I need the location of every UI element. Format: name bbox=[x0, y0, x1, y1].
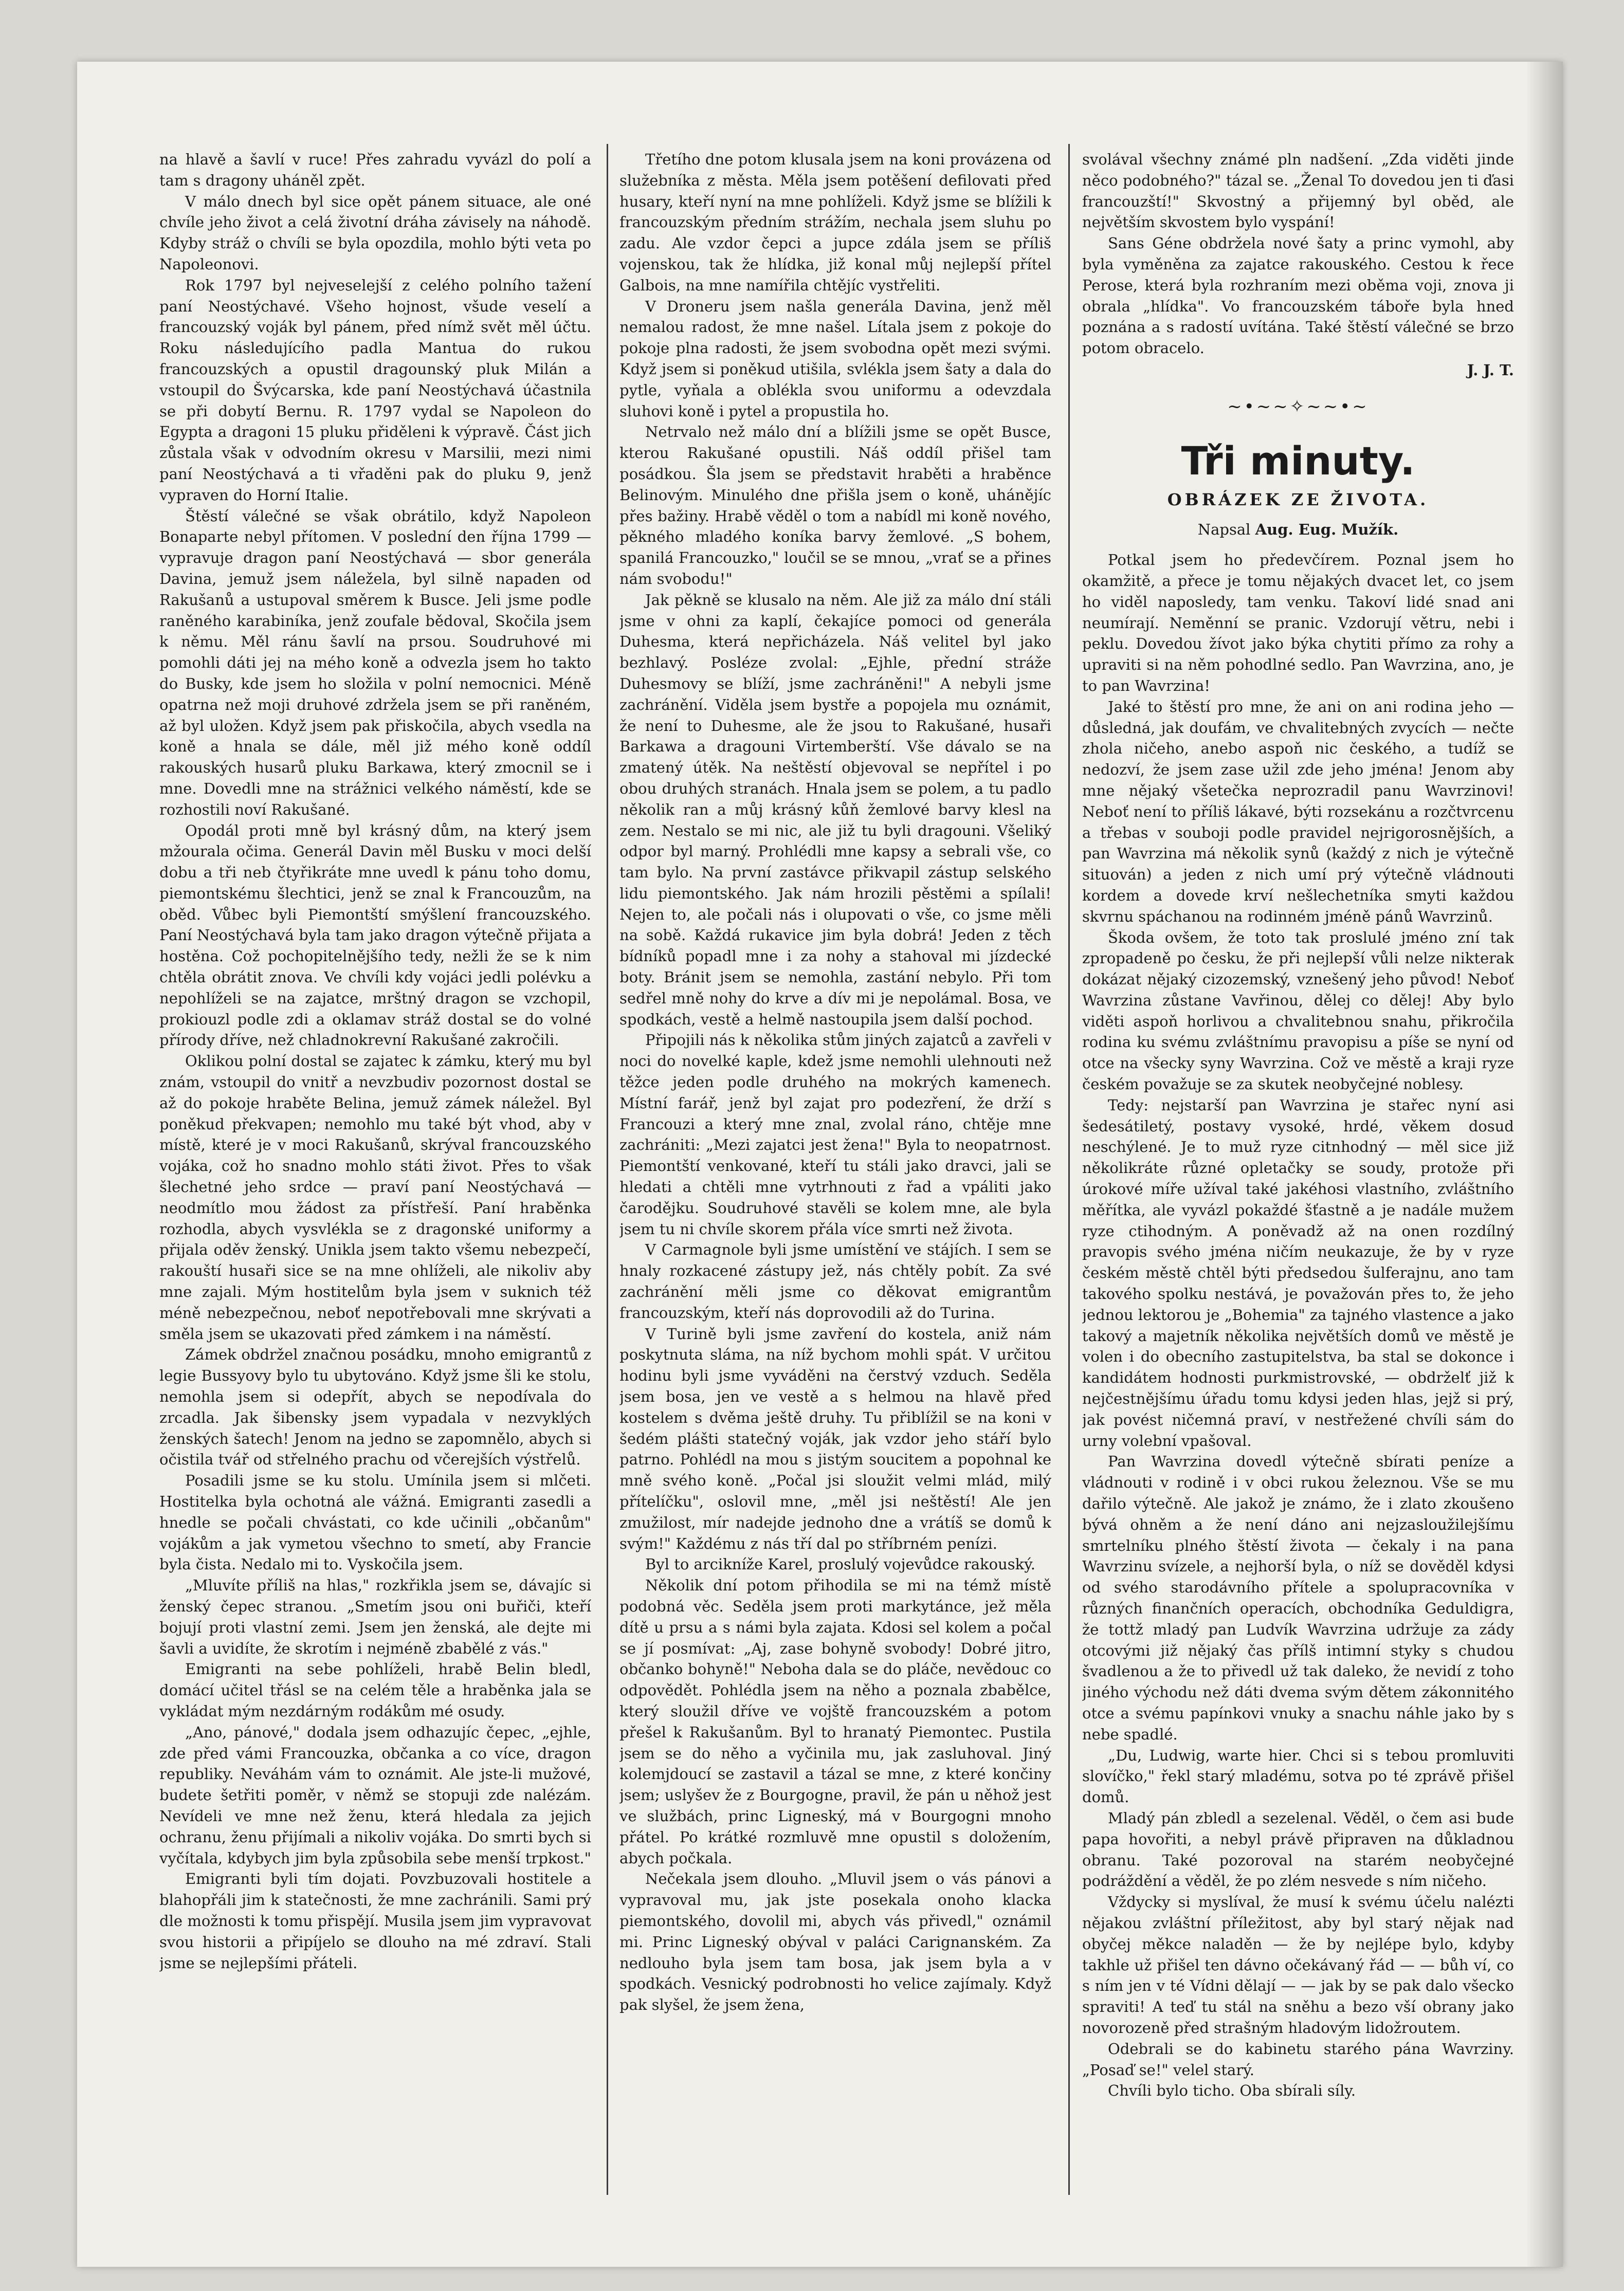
paragraph: „Du, Ludwig, warte hier. Chci si s tebou promluviti slovíčko," řekl starý mladému, sotva po té zprávě přišel domů. bbox=[1082, 1746, 1514, 1806]
paragraph: Chvíli bylo ticho. Oba sbírali síly. bbox=[1108, 2082, 1356, 2100]
column-3 bbox=[1082, 149, 1514, 2195]
paragraph: V Turině byli jsme zavření do kostela, aniž nám poskytnuta sláma, na níž bychom mohli spát. V určitou hodinu byli jsme vyváděni na čerstvý vzduch. Seděla jsem bosa, jen ve vestě a s helmou na hlavě před kostelem s dvěma ještě druhy. Tu přiblížil se na koni v šedém plášti statečný voják, jak vzdor jeho stáří bylo patrno. Pohlédl na mou s jistým soucitem a popohnal ke mně svého koně. „Počal jsi sloužit velmi mlád, milý přítelíčku", oslovil mne, „měl jsi neštěstí! Ale jen zmužilost, mír nadejde jednoho dne a vrátíš se domů k svým!" Každému z nás tří dal po stříbrném penízi. bbox=[619, 1325, 1051, 1552]
paragraph: „Ano, pánové," dodala jsem odhazujíc čepec, „ejhle, zde před vámi Francouzka, občanka a co více, dragon republiky. Neváhám vám to oznámit. Ale jste-li mužové, budete šetřiti poměr, v němž se stopuji zde nalézám. Nevídeli ve mne než ženu, která hledala za jejich ochranu, ženu přijímali a nikoliv vojáka. Do smrti bych si vyčítala, kdybych jim byla způsobila sebe menší trpkost." bbox=[159, 1723, 591, 1867]
article-byline bbox=[1082, 519, 1514, 540]
paragraph: V Droneru jsem našla generála Davina, jenž měl nemalou radost, že mne našel. Lítala jsem z pokoje do pokoje plna radosti, že jsem svobodna opět mezi svými. Když jsem si poněkud utišila, svlékla jsem šaty a dala do pytle, vyňala a oblékla svou uniformu a odevzdala sluhovi koně i pytel a propustila ho. bbox=[619, 297, 1051, 420]
paragraph: Byl to arcikníže Karel, proslulý vojevůdce rakouský. bbox=[645, 1555, 1035, 1573]
paragraph: Pan Wavrzina dovedl výtečně sbírati peníze a vládnouti v rodině i v obci rukou železnou. Vše se mu dařilo výtečně. Ale jakož je známo, že i zlato zkoušeno bývá ohněm a že není dáno ani nejzasloužilejšímu smrtelníku plného štěstí života — čekaly i na pana Wavrzinu svízele, a nejhorší byla, o níž se dověděl kdysi od svého starodávního přítele a spolupracovníka v různých finančních operacích, obchodníka Geduldigra, že tottž mladý pan Ludvík Wavrzina udržuje za zády otcovými již nějaký čas přílš intimní styky s chudou švadlenou a že to přivedl už tak daleko, že nevidí z toho jiného východu než dáti dvema svým dětem zákonnitého otce a svému papínkovi vnuky a snachu náhle jako by s nebe spadlé. bbox=[1082, 1453, 1514, 1743]
paragraph: Rok 1797 byl nejveselejší z celého polního tažení paní Neostýchavé. Všeho hojnost, všude veselí a francouzský voják byl pánem, před nímž svět měl účtu. Roku následujícího padla Mantua do rukou francouzských a opustil dragounský pluk Milán a vstoupil do Švýcarska, kde paní Neostýchavá účastnila se při dobytí Bernu. R. 1797 vydal se Napoleon do Egypta a dragoni 15 pluku přiděleni k výpravě. Část jich zůstala však v odvodním okresu v Marsilii, mezi nimi paní Neostýchavá a ti vřaděni pak do pluku 9, jenž vypraven do Horní Italie. bbox=[159, 276, 591, 504]
paragraph: Odebrali se do kabinetu starého pána Wavrziny. „Posaď se!" velel starý. bbox=[1082, 2040, 1514, 2079]
paragraph: Třetího dne potom klusala jsem na koni provázena od služebníka z města. Měla jsem potěšení defilovati před husary, kteří nyní na mne pohlíželi. Když jsme se blížili k francouzským předním strážím, nechala jsem sluhu po zadu. Ale vzdor čepci a jupce zdála jsem se příliš vojenskou, tak že hlídka, již konal můj nejlepší přítel Galbois, na mne namířila chtějíc vystřeliti. bbox=[619, 151, 1051, 294]
paragraph: V málo dnech byl sice opět pánem situace, ale oné chvíle jeho život a celá životní dráha závisely na náhodě. Kdyby stráž o chvíli se byla opozdila, mohlo býti veta po Napoleonovi. bbox=[159, 192, 591, 273]
paragraph: Opodál proti mně byl krásný dům, na který jsem mžourala očima. Generál Davin měl Busku v moci delší dobu a tři neb čtyřikráte mne uvedl k pánu toho domu, piemontskému šlechtici, jenž se znal k Francouzům, na oběd. Vůbec byli Piemontští smýšlení francouzského. Paní Neostýchavá byla tam jako dragon výtečně přijata a hostěna. Což pochopitelnějšího tedy, nežli že se k nim chtěla obrátit znova. Ve chvíli kdy vojáci jedli polévku a nepohlíželi se na zajatce, mrštný dragon se vzchopil, prokiouzl podle zdi a oklamav stráž dostal se do volné přírody dříve, než chladnokrevní Rakušané zakročili. bbox=[159, 821, 591, 1049]
paragraph: Sans Géne obdržela nové šaty a princ vymohl, aby byla vyměněna za zajatce rakouského. Cestou k řece Perose, která byla rozhraním mezi oběma voji, znova ji obrala „hlídka". Vo francouzském táboře byla hned poznána a s radostí uvítána. Také štěstí válečné se brzo potom obracelo. bbox=[1082, 234, 1514, 357]
paragraph: Nečekala jsem dlouho. „Mluvil jsem o vás pánovi a vypravoval mu, jak jste posekala onoho klacka piemontského, dovolil mi, abych vás přivedl," oznámil mi. Princ Ligneský obýval v paláci Carignanském. Za nedlouho byla jsem tam bosa, jak jsem byla a v spodkách. Vesnický podrobnosti ho velice zajímaly. Když pak slyšel, že jsem žena, bbox=[619, 1870, 1051, 2014]
paragraph: svolával všechny známé pln nadšení. „Zda viděti jinde něco podobného?" tázal se. „Ženal To dovedou jen ti ďasi francouzští!" Skvostný a přijemný byl oběd, ale největším skvostem bylo vyspání! bbox=[1082, 151, 1514, 231]
paragraph: Několik dní potom přihodila se mi na témž místě podobná věc. Seděla jsem proti markytánce, jež měla dítě u prsu a s námi byla zajata. Kdosi sel kolem a počal se jí posmívat: „Aj, zase bohyně svobody! Dobré jitro, občanko bohyně!" Neboha dala se do pláče, nevědouc co odpovědět. Pohlédla jsem na něho a poznala zbabělce, který sloužil dříve ve vojště francouzském a potom přešel k Rakušanům. Byl to hranatý Piemontec. Pustila jsem se do něho a vyčinila mu, jak zasluhoval. Jiný kolemjdoucí se zastavil a tázal se mne, z které končiny jsem; uslyšev že z Bourgogne, pravil, že pán u něhož jest ve službách, princ Ligneský, má v Bourgogni mnoho přátel. Po krátké rozmluvě mne opustil s doložením, abych počkala. bbox=[619, 1577, 1051, 1867]
paragraph: Tedy: nejstarší pan Wavrzina je stařec nyní asi šedesátiletý, postavy vysoké, hrdé, věkem dosud neschýlené. Je to muž ryze citnhodný — měl sice již několikráte různé opletačky se soudy, protože při úrokové míře užíval také jakéhosi vlastního, zvláštního měřítka, ale vyvázl pokaždé šťastně a je nadále mužem ryze ctihodným. A poněvadž až na onen rozdílný pravopis svého jména ničím neukazuje, že by v ryze českém městě chtěl býti předsedou šulferajnu, ano tam takového spolku nestává, je považován přes to, že jeho jednou lektorou je „Bohemia" za tajného vlastence a jako takový a majetník několika největších domů ve městě je volen i do obecního zastupitelstva, ba stal se dokonce i kandidátem hodnosti purkmistrovské, — obdrželť již k nejčestnějšímu úřadu tomu kdysi jeden hlas, jejž si prý, jak povést ničemná praví, v nestřežené chvíli sám do urny volební vpašoval. bbox=[1082, 1096, 1514, 1450]
paragraph: Vždycky si myslíval, že musí k svému účelu nalézti nějakou zvláštní příležitost, aby byl starý nějak nad obyčej měkce naladěn — že by nejlépe bylo, kdyby takhle už přišel ten dávno očekávaný řád — — bůh ví, co s ním jen v té Vídni dělají — — jak by se pak dalo všecko spraviti! A teď tu stál na sněhu a bezo vší obrany jako novorozeně před strašným hladovým lidožroutem. bbox=[1082, 1893, 1514, 2037]
column-1 bbox=[159, 149, 591, 2195]
paragraph: Jak pěkně se klusalo na něm. Ale již za málo dní stáli jsme v ohni za kaplí, čekajíce pomoci od generála Duhesma, která nepřicházela. Náš velitel byl jako bezhlavý. Posléze zvolal: „Ejhle, přední stráže Duhesmovy se blíží, jsme zachráněni!" A nebyli jsme zachránění. Viděla jsem bystře a popojela mu oznámit, že není to Duhesme, ale že jsou to Rakušané, husaři Barkawa a dragouni Virtemberští. Vše dávalo se na zmatený útěk. Na neštěstí objevoval se nepřítel i po obou druhých stranách. Hnala jsem se polem, a tu padlo několik ran a můj krásný kůň žemlové barvy klesl na zem. Nestalo se mi nic, ale již tu byli dragouni. Všeliký odpor byl marný. Prohlédli mne kapsy a sebrali vše, co tam bylo. Na první zastávce přikvapil zástup selského lidu piemontského. Jak nám hrozili pěstěmi a spílali! Nejen to, ale počali nás i olupovati o vše, co jsme měli na sobě. Každá rukavice jim byla dobrá! Jeden z těch bídníků popadl mne i za nohy a stahoval mi jízdecké boty. Bránit jsem se nemohla, zastání nebylo. Při tom sedřel mně nohy do krve a dív mi je nepolámal. Bosa, ve spodkách, vestě a helmě nastoupila jsem další pochod. bbox=[619, 591, 1051, 1028]
paragraph: Mladý pán zbledl a sezelenal. Věděl, o čem asi bude papa hovořiti, a nebyl právě připraven na důkladnou obranu. Také pozoroval na starém neobyčejné podráždění a věděl, že po zlém nesvede s ním ničeho. bbox=[1082, 1809, 1514, 1890]
column-divider bbox=[1068, 144, 1070, 2195]
paragraph: Netrvalo než málo dní a blížili jsme se opět Busce, kterou Rakušané opustili. Náš oddíl přišel tam posádkou. Šla jsem se představit hraběti a hraběnce Belinovým. Minulého dne přišla jsem o koně, uhánějíc přes bažiny. Hrabě věděl o tom a nabídl mi koně nového, pěkného mladého koníka barvy žemlové. „S bohem, spanilá Francouzko," loučil se se mnou, „vrať se a přines nám svobodu!" bbox=[619, 423, 1051, 588]
paragraph: Připojili nás k několika stům jiných zajatců a zavřeli v noci do novelké kaple, kdež jsme nemohli ulehnouti než těžce jeden podle druhého na mokrých kamenech. Místní farář, jenž byl zajat pro podezření, že drží s Francouzi a který mne znal, zvolal ráno, chtěje mne zachrániti: „Mezi zajatci jest žena!" Byla to neopatrnost. Piemontští venkované, kteří tu stáli jako dravci, jali se hledati a chtěli mne vytrhnouti z řad a vpáliti jako čarodějku. Soudruhové stavěli se kolem mne, ale byla jsem tu ni chvíle skorem přála více smrti než života. bbox=[619, 1031, 1051, 1238]
author-signature: J. J. T. bbox=[1467, 361, 1514, 379]
paragraph: Jaké to štěstí pro mne, že ani on ani rodina jeho — důsledná, jak doufám, ve chvalitebných zvycích — nečte zhola ničeho, anebo aspoň nic českého, a tudíž se nedozví, že jsem zase užil zde jeho jména! Jenom aby mne nějaký všetečka neprozradil panu Wavrzinovi! Neboť není to příliš lákavé, býti rozsekánu a rozčtvrcenu a třebas v souboji podle pravidel nejrigorosnějších, a pan Wavrzina má několik synů (každý z nich je výtečně situován) a jeden z nich umí prý výtečně vládnouti kordem a dovede krví nešlechetníka smyti každou skvrnu spáchanou na rodinném jméně pánů Wavrzinů. bbox=[1082, 698, 1514, 925]
paragraph: Emigranti na sebe pohlíželi, hrabě Belin bledl, domácí učitel třásl se na celém těle a hraběnka jala se vykládat mým nezdárným rodákům mé osudy. bbox=[159, 1660, 591, 1720]
paragraph: Posadili jsme se ku stolu. Umínila jsem si mlčeti. Hostitelka byla ochotná ale vážná. Emigranti zasedli a hnedle se počali chvástati, co kde učinili „občanům" vojákům a jak vymetou všechno to smetí, aby Francie byla čista. Nedalo mi to. Vyskočila jsem. bbox=[159, 1472, 591, 1573]
page-binding-edge bbox=[1527, 62, 1563, 2267]
newspaper-page bbox=[77, 62, 1563, 2267]
article-subtitle: OBRÁZEK ZE ŽIVOTA. bbox=[1167, 489, 1429, 509]
byline-prefix: Napsal bbox=[1197, 521, 1251, 539]
column-2 bbox=[619, 149, 1051, 2195]
paragraph: Potkal jsem ho předevčírem. Poznal jsem ho okamžitě, a přece je tomu nějakých dvacet let, co jsem ho viděl naposledy, tam venku. Takoví lidé snad ani neumírají. Neměnní se pranic. Vzdorují větru, nebi i peklu. Dovedou žívot jako býka chytiti přímo za rohy a upraviti si na něm pohodlné sedlo. Pan Wavrzina, ano, je to pan Wavrzina! bbox=[1082, 551, 1514, 694]
byline-author: Aug. Eug. Mužík. bbox=[1255, 521, 1399, 539]
paragraph: na hlavě a šavlí v ruce! Přes zahradu vyvázl do polí a tam s dragony uháněl zpět. bbox=[159, 151, 591, 189]
paragraph: Emigranti byli tím dojati. Povzbuzovali hostitele a blahopřáli jim k statečnosti, že mne zachránili. Sami prý dle možnosti k tomu přispějí. Musila jsem jim vypravovat svou historii a připíjelo se dlouho na mé zdraví. Stali jsme se nejlepšími přáteli. bbox=[159, 1870, 591, 1972]
paragraph: V Carmagnole byli jsme umístění ve stájích. I sem se hnaly rozkacené zástupy jež, nás chtěly pobít. Za své zachránění měli jsme co děkovat emigrantům francouzským, kteří nás doprovodili až do Turina. bbox=[619, 1241, 1051, 1322]
decorative-divider: ~•~~✧~~•~ bbox=[1227, 396, 1369, 417]
paragraph: „Mluvíte příliš na hlas," rozkřikla jsem se, dávajíc si ženský čepec stranou. „Smetím jsou oni buřiči, kteří bojují proti vlastní zemi. Jsem jen ženská, ale dejte mi šavli a uvidíte, že skrotím i nejméně zbabělé z vás." bbox=[159, 1577, 591, 1657]
column-divider bbox=[607, 144, 608, 2195]
paragraph: Zámek obdržel značnou posádku, mnoho emigrantů z legie Bussyovy bylo tu ubytováno. Když jsme šli ke stolu, nemohla jsem si odepřít, abych se nepodívala do zrcadla. Jak šibensky jsem vypadala v nezvyklých ženských šatech! Jenom na jedno se zapomnělo, abych si očistila tvář od střelného prachu od včerejších výstřelů. bbox=[159, 1346, 591, 1469]
paragraph: Škoda ovšem, že toto tak proslulé jméno zní tak zpropadeně po česku, že při nejlepší vůli nelze nikterak dokázat nějaký cizozemský, vznešený jeho původ! Neboť Wavrzina zůstane Vavřinou, dělej co dělej! Aby bylo viděti aspoň horlivou a chvalitebnou snahu, přikročila rodina ku svému zvláštnímu pravopisu a píše se nyní od otce na všecky syny Wavrzina. Což ve městě a kraji ryze českém považuje se za skutek neobyčejné noblesy. bbox=[1082, 928, 1514, 1093]
article-title: Tři minuty. bbox=[1181, 437, 1415, 484]
paragraph: Oklikou polní dostal se zajatec k zámku, který mu byl znám, vstoupil do vnitř a nevzbudiv pozornost dostal se až do pokoje hraběte Belina, jemuž zámek náležel. Byl poněkud překvapen; nemohlo mu také být vhod, aby v místě, které je v moci Rakušanů, skrýval francouzského vojáka, což ho snadno mohlo státi život. Přes to však šlechetné jeho srdce — praví paní Neostýchavá — neodmítlo mou žádost za přístřeší. Paní hraběnka rozhodla, abych vysvlékla se z dragonské uniformy a přijala oděv ženský. Unikla jsem takto všemu nebezpečí, rakouští husaři sice se na mne ohlíželi, ale nikoliv aby mne zajali. Mým hostitelům byla jsem v suknich též méně nebezpečnou, neboť nepotřebovali mne skrývati a směla jsem se ukazovati před zámkem i na náměstí. bbox=[159, 1052, 591, 1343]
paragraph: Štěstí válečné se však obrátilo, když Napoleon Bonaparte nebyl přítomen. V poslední den října 1799 — vypravuje dragon paní Neostýchavá — sbor generála Davina, jemuž jsem náležela, byl silně napaden od Rakušanů a ustupoval směrem k Busce. Jeli jsme podle raněného karabiníka, jenž zoufale bědoval, Skočila jsem k němu. Měl ránu šavlí na prsou. Soudruhové mi pomohli dáti jej na mého koně a odvezla jsem ho takto do Busky, kde jsem ho složila v polní nemocnici. Méně opatrna než moji druhové zdržela jsem se při raněném, až byl uložen. Když jsem pak přiskočila, abych vsedla na koně a hnala se dále, měl již mého koně oddíl rakouských husarů pluku Barkawa, který zmocnil se i mne. Dovedli mne na strážnici velkého náměstí, kde se rozhostili noví Rakušané. bbox=[159, 507, 591, 818]
